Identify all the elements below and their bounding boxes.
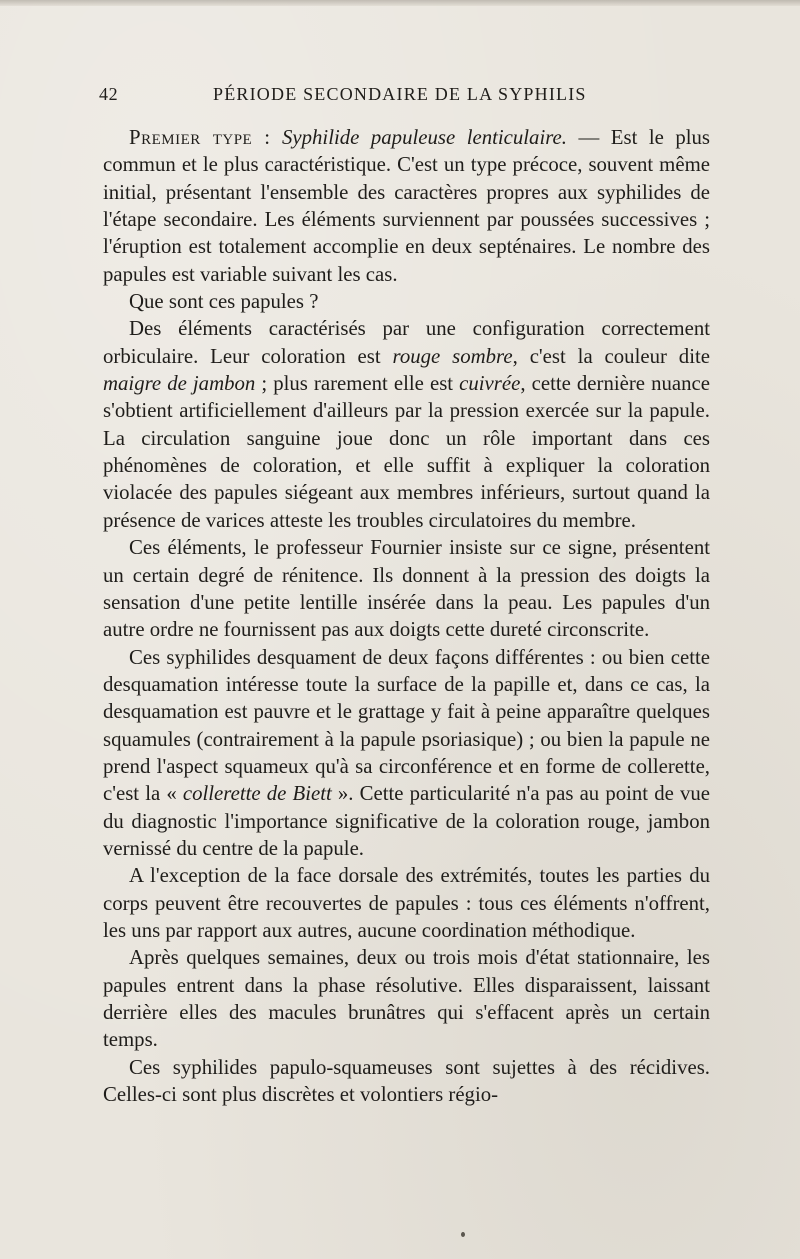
italic-term: collerette de Biett	[182, 782, 332, 806]
paragraph-description	[103, 315, 710, 534]
paragraph-question: Que sont ces papules ?	[129, 290, 319, 314]
paragraph-renitence: Ces éléments, le professeur Fournier insiste sur ce signe, présentent un certain degré de rénitence. Ils donnent à la pression des doigts la sensation d'une petite lentille insérée dans la peau. Les papules d'un autre ordre ne fournissent pas aux doigts cette dureté circonscrite.	[103, 536, 710, 642]
text-run: Ces syphilides desquament de deux façons différentes : ou bien cette desquamation intéresse toute la surface de la papille et, dans ce cas, la desquamation est pauvre et le grattage y fait à peine apparaître quelques squamules (contrairement à la papule psoriasique) ; ou bien la papule ne prend l'aspect squameux qu'à sa circonférence et en forme de collerette, c'est la «	[103, 645, 710, 806]
paragraph-resolution: Après quelques semaines, deux ou trois mois d'état stationnaire, les papules entrent dans la phase résolutive. Elles disparaissent, laissant derrière elles des macules brunâtres qui s'effacent après un certain temps.	[103, 946, 710, 1052]
text-run: ». Cette particularité n'a pas au point de vue du diagnostic l'importance significative de la coloration rouge, jambon vernissé du centre de la papule.	[103, 782, 710, 860]
text-run: Des éléments caractérisés par une configuration correctement orbiculaire. Leur coloration est	[103, 317, 710, 368]
running-header	[99, 82, 710, 112]
running-title: PÉRIODE SECONDAIRE DE LA SYPHILIS	[213, 84, 587, 104]
paragraph-distribution: A l'exception de la face dorsale des extrémités, toutes les parties du corps peuvent être recouvertes de papules : tous ces éléments n'offrent, les uns par rapport aux autres, aucune coordination méthodique.	[103, 864, 710, 942]
book-page	[99, 82, 710, 1108]
text-run: ; plus rarement elle est	[255, 372, 460, 396]
paragraph-text: — Est le plus commun et le plus caractéristique. C'est un type précoce, souvent même initial, présentant l'ensemble des caractères propres aux syphilides de l'étape secondaire. Les éléments surviennent par poussées successives ; l'éruption est totalement accomplie en deux septénaires. Le nombre des papules est variable suivant les cas.	[103, 126, 710, 286]
paragraph-desquamation	[103, 644, 710, 863]
text-run: , c'est la couleur dite	[512, 344, 710, 368]
text-run: , cette dernière nuance s'obtient artificiellement d'ailleurs par la pression exercée sur la papule. La circulation sanguine joue donc un rôle important dans ces phénomènes de coloration, et elle suffit à expliquer la coloration violacée des papules siégeant aux membres inférieurs, surtout quand la présence de varices atteste les troubles circulatoires du membre.	[103, 372, 710, 532]
section-lead: Premier type :	[129, 126, 271, 149]
scan-edge	[0, 0, 800, 6]
page-number: 42	[99, 84, 119, 104]
paragraph-premier-type	[103, 124, 710, 288]
italic-term: maigre de jambon	[103, 372, 256, 396]
italic-term: rouge sombre	[392, 344, 513, 368]
paragraph-recidives: Ces syphilides papulo-squameuses sont sujettes à des récidives. Celles-ci sont plus discrètes et volontiers régio-	[103, 1055, 710, 1107]
ink-speck	[461, 1232, 465, 1237]
italic-term: cuivrée	[459, 372, 521, 396]
body-text	[103, 124, 710, 1108]
section-title: Syphilide papuleuse lenticulaire.	[282, 126, 567, 149]
